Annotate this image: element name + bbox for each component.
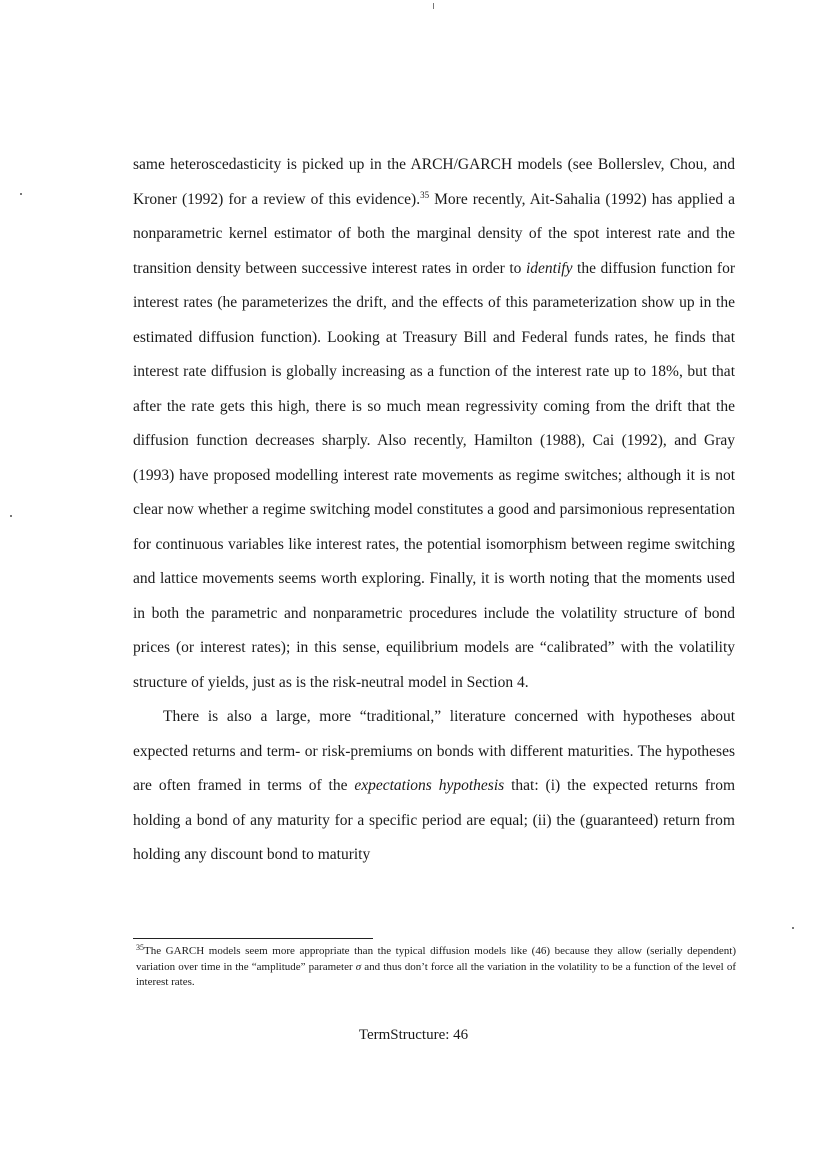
text-run: There is also a large, more “traditional,” literature concerned with hypotheses about expected returns and term- or risk-premiums on bonds with different maturities. The hypotheses are often framed in terms of the (133, 708, 735, 794)
emphasis: identify (525, 259, 573, 277)
footnote (136, 944, 736, 991)
scan-speck (10, 515, 12, 517)
scan-speck (792, 927, 794, 929)
body-text (133, 148, 735, 873)
emphasis: expectations hypothesis (354, 777, 505, 794)
scan-speck (20, 193, 22, 195)
paragraph (133, 148, 735, 700)
text-run: same heteroscedasticity is picked up in the ARCH/GARCH models (see Bollerslev, Chou, and Kroner (1992) for a review of this evidence). (133, 156, 735, 208)
page-number: TermStructure: 46 (358, 1027, 469, 1043)
scan-speck (433, 3, 434, 9)
math-symbol: σ (355, 960, 362, 973)
text-run: More recently, Ait-Sahalia (1992) has applied a nonparametric kernel estimator of both the marginal density of the spot interest rate and the transition density between successive interest rates in order to (133, 190, 735, 277)
text-run: that: (i) the expected returns from holding a bond of any maturity for a specific period are equal; (ii) the (guaranteed) return from holding any discount bond to maturity (133, 777, 735, 863)
text-run: the diffusion function for interest rates (he parameterizes the drift, and the effects of this parameterization show up in the estimated diffusion function). Looking at Treasury Bill and Federal funds rates, he finds that interest rate diffusion is globally increasing as a function of the interest rate up to 18%, but that after the rate gets this high, there is so much mean regressivity coming from the drift that the diffusion function decreases sharply. Also recently, Hamilton (1988), Cai (1992), and Gray (1993) have proposed modelling interest rate movements as regime switches; although it is not clear now whether a regime switching model constitutes a good and parsimonious representation for continuous variables like interest rates, the potential isomorphism between regime switching and lattice movements seems worth exploring. Finally, it is worth noting that the moments used in both the parametric and nonparametric procedures include the volatility structure of bond prices (or interest rates); in this sense, equilibrium models are “calibrated” with the volatility structure of yields, just as is the risk-neutral model in Section 4. (133, 259, 735, 691)
footnote-ref: 35 (420, 189, 430, 200)
text-run: and thus don’t force all the variation in the volatility to be a function of the level of interest rates. (136, 960, 736, 988)
footnote-rule (133, 938, 373, 939)
footnote-mark: 35 (136, 943, 144, 952)
text-run: The GARCH models seem more appropriate than the typical diffusion models like (46) because they allow (serially dependent) variation over time in the “amplitude” parameter (136, 945, 736, 973)
paragraph (133, 700, 735, 873)
